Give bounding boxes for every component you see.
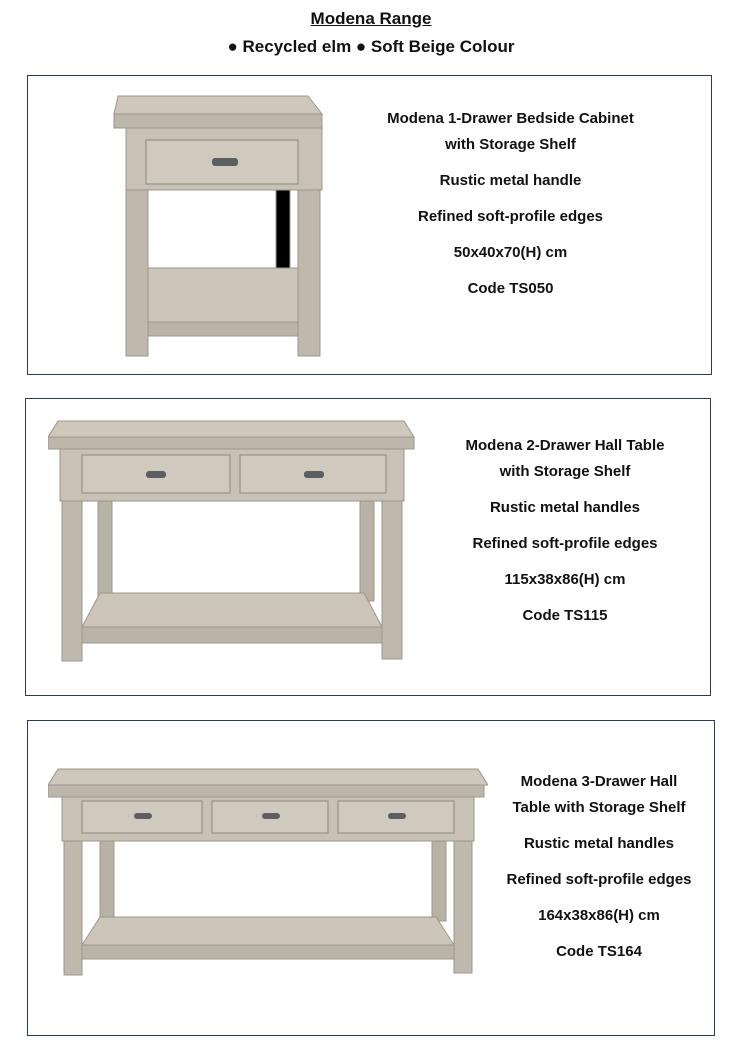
table-leg-left [64,841,82,975]
table-top-edge [48,437,414,449]
table-leg-right [382,501,402,659]
product-dimensions: 50x40x70(H) cm [453,244,568,261]
table-leg-right [454,841,472,973]
table-back-leg-right [432,841,446,921]
table-shelf-front [82,945,454,959]
cabinet-shelf [148,268,298,324]
product-name-line1: Modena 2-Drawer Hall Table [465,437,665,454]
product-code: Code TS050 [467,280,554,297]
product-info-ts115 [426,437,704,643]
product-name-line1: Modena 1-Drawer Bedside Cabinet [387,110,634,127]
product-name-line2: Table with Storage Shelf [512,799,686,816]
product-dimensions: 164x38x86(H) cm [538,907,660,924]
product-name-line1: Modena 3-Drawer Hall [520,773,678,790]
product-card-ts164 [27,720,715,1036]
cabinet-leg-left [126,190,148,356]
cabinet-top-edge [114,114,322,128]
table-top [48,769,488,785]
range-title: Modena Range [310,9,432,28]
table-shelf-front [82,627,382,643]
table-handle-right [304,471,324,478]
cabinet-drawer-handle [212,158,238,166]
table-handle-middle [262,813,280,819]
page-header [0,6,742,60]
product-handle: Rustic metal handles [523,835,675,852]
table-back-leg-left [98,501,112,601]
product-handle: Rustic metal handle [439,172,582,189]
range-subtitle: ● Recycled elm ● Soft Beige Colour [227,37,515,56]
product-code: Code TS164 [556,943,642,960]
table-shelf [82,917,454,945]
product-edges: Refined soft-profile edges [472,535,658,552]
table-back-leg-right [360,501,374,601]
product-card-ts050 [27,75,712,375]
product-name-line2: with Storage Shelf [445,136,576,153]
bedside-cabinet-image [108,84,348,374]
table-top-edge [48,785,484,797]
cabinet-top [114,96,322,114]
table-handle-right [388,813,406,819]
product-name-line2: with Storage Shelf [499,463,631,480]
product-info-ts050 [348,110,673,316]
cabinet-leg-right [298,190,320,356]
product-card-ts115 [25,398,711,696]
table-top [48,421,414,437]
two-drawer-hall-table-image [48,417,418,687]
product-handle: Rustic metal handles [489,499,641,516]
table-shelf [82,593,382,627]
product-dimensions: 115x38x86(H) cm [504,571,626,588]
table-back-leg-left [100,841,114,921]
three-drawer-hall-table-image [48,765,488,1035]
product-edges: Refined soft-profile edges [506,871,692,888]
product-edges: Refined soft-profile edges [417,208,604,225]
table-handle-left [134,813,152,819]
table-handle-left [146,471,166,478]
product-code: Code TS115 [522,607,608,624]
cabinet-shelf-front [148,322,298,336]
table-leg-left [62,501,82,661]
product-info-ts164 [490,773,708,979]
